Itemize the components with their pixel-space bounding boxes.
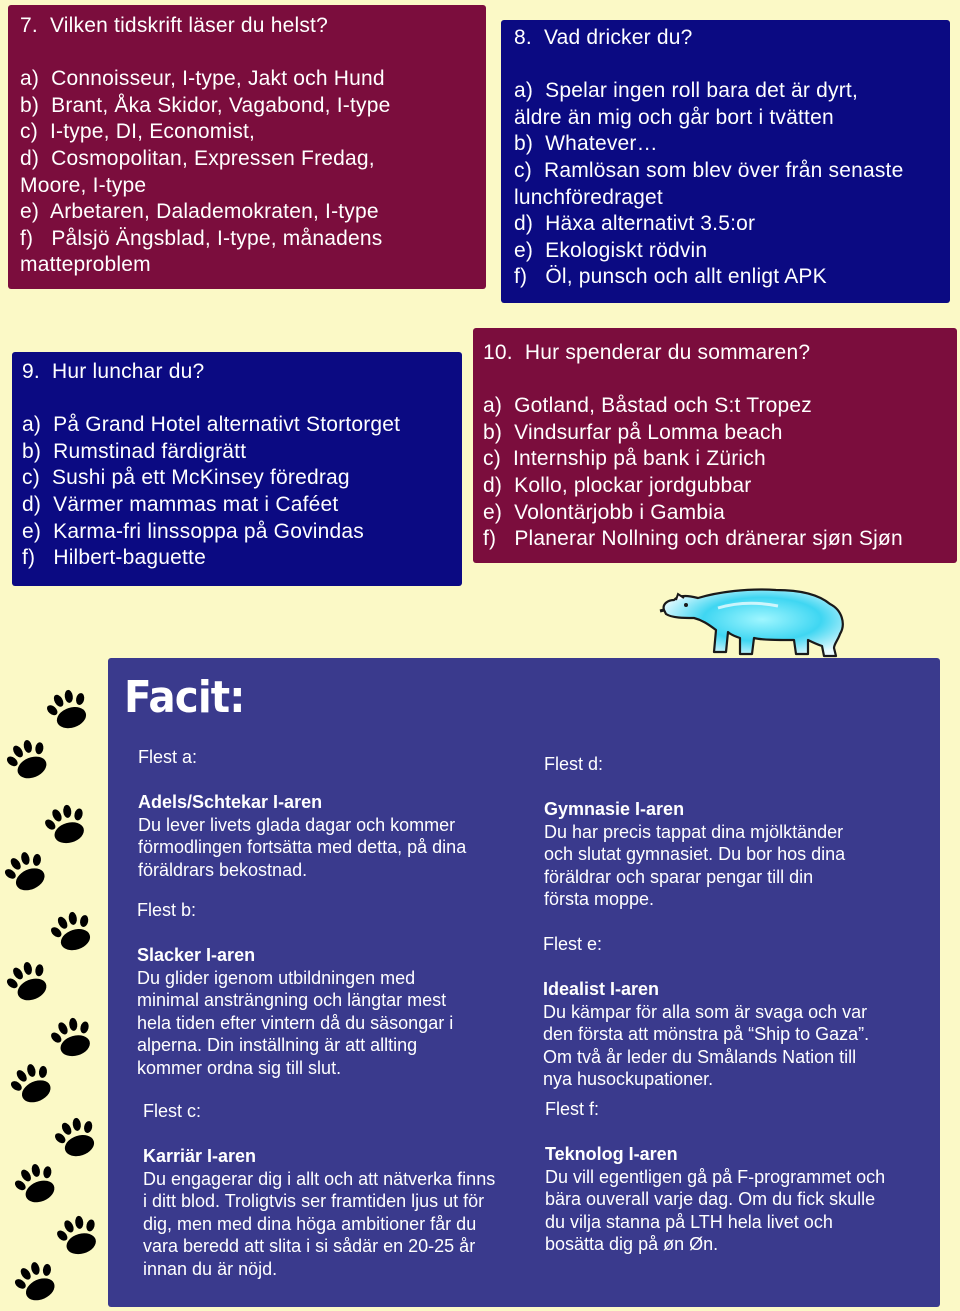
question-10-option: a) Gotland, Båstad och S:t Tropez bbox=[483, 394, 812, 418]
paw-print-icon bbox=[41, 684, 97, 736]
paw-print-icon bbox=[0, 733, 58, 787]
paw-print-icon bbox=[39, 799, 94, 850]
result-label: Flest d: bbox=[544, 754, 604, 774]
question-7-option: c) I-type, DI, Economist, bbox=[20, 120, 256, 144]
question-9-card bbox=[12, 352, 462, 586]
question-7-option: d) Cosmopolitan, Expressen Fredag, bbox=[20, 146, 375, 170]
facit-panel bbox=[108, 658, 940, 1307]
result-description: Du lever livets glada dagar och kommer förmodlingen fortsätta med detta, på dina föräldrars bekostnad. bbox=[138, 814, 467, 880]
result-label: Flest b: bbox=[137, 900, 197, 920]
result-description: Du engagerar dig i allt och att nätverka finns i ditt blod. Troligtvis ser framtiden ljus ut för dig, men med dina höga ambitioner får du vara beredd att slita i si sådär en 20-25 år innan du är nöjd. bbox=[143, 1168, 496, 1279]
question-10-option: b) Vindsurfar på Lomma beach bbox=[483, 420, 783, 444]
question-8-option: lunchföredraget bbox=[514, 185, 663, 209]
result-name: Gymnasie I-aren bbox=[544, 799, 685, 819]
result-a bbox=[138, 746, 528, 881]
paw-print-icon bbox=[4, 1056, 62, 1111]
question-7-option: e) Arbetaren, Dalademokraten, I-type bbox=[20, 200, 379, 224]
question-8-option: e) Ekologiskt rödvin bbox=[514, 238, 708, 262]
question-10-option: e) Volontärjobb i Gambia bbox=[483, 500, 725, 524]
question-9-option: f) Hilbert-baguette bbox=[22, 546, 206, 570]
question-7-title: 7. Vilken tidskrift läser du helst? bbox=[20, 14, 328, 37]
result-label: Flest a: bbox=[138, 747, 198, 767]
question-7-option: a) Connoisseur, I-type, Jakt och Hund bbox=[20, 67, 385, 91]
question-8-card bbox=[501, 20, 950, 303]
question-7-card bbox=[8, 5, 486, 289]
result-b bbox=[137, 899, 527, 1079]
paw-print-icon bbox=[8, 1254, 66, 1309]
paw-print-icon bbox=[49, 1112, 105, 1164]
result-name: Idealist I-aren bbox=[543, 979, 660, 999]
question-8-option: a) Spelar ingen roll bara det är dyrt, bbox=[514, 79, 858, 103]
question-8-title: 8. Vad dricker du? bbox=[514, 26, 693, 49]
question-8-option: c) Ramlösan som blev över från senaste bbox=[514, 158, 904, 182]
facit-title: Facit: bbox=[124, 672, 245, 723]
question-9-option: b) Rumstinad färdigrätt bbox=[22, 439, 247, 463]
question-9-option: c) Sushi på ett McKinsey föredrag bbox=[22, 466, 350, 490]
paw-print-icon bbox=[45, 906, 101, 958]
question-7-option: matteproblem bbox=[20, 253, 151, 277]
result-description: Du glider igenom utbildningen med minimal ansträngning och längtar mest hela tiden efter vintern då du säsongar i alperna. Din inställning är att allting kommer ordna sig till slut. bbox=[137, 967, 454, 1078]
question-9-option: d) Värmer mammas mat i Caféet bbox=[22, 492, 339, 516]
question-10-option: c) Internship på bank i Zürich bbox=[483, 447, 766, 471]
paw-print-icon bbox=[45, 1012, 100, 1063]
question-10-option: d) Kollo, plockar jordgubbar bbox=[483, 473, 752, 497]
question-8-option: äldre än mig och går bort i tvätten bbox=[514, 105, 834, 129]
result-name: Adels/Schtekar I-aren bbox=[138, 792, 323, 812]
result-d bbox=[544, 753, 934, 911]
result-description: Du kämpar för alla som är svaga och var den första att mönstra på “Ship to Gaza”. Om två år leder du Smålands Nation till nya husockupationer. bbox=[543, 1001, 870, 1089]
question-7-option: f) Pålsjö Ängsblad, I-type, månadens bbox=[20, 226, 383, 250]
result-description: Du vill egentligen gå på F-programmet och bära ouverall varje dag. Om du fick skulle du vilja stanna på LTH hela livet och bosätta dig på øn Øn. bbox=[545, 1166, 886, 1254]
question-8-option: d) Häxa alternativt 3.5:or bbox=[514, 212, 756, 236]
question-8-option: f) Öl, punsch och allt enligt APK bbox=[514, 265, 827, 289]
paw-print-icon bbox=[51, 1210, 106, 1261]
question-9-option: e) Karma-fri linssoppa på Govindas bbox=[22, 519, 364, 543]
result-c bbox=[143, 1100, 543, 1280]
result-label: Flest f: bbox=[545, 1099, 600, 1119]
question-9-title: 9. Hur lunchar du? bbox=[22, 360, 205, 383]
paw-print-icon bbox=[0, 844, 56, 899]
result-name: Karriär I-aren bbox=[143, 1146, 257, 1166]
result-name: Slacker I-aren bbox=[137, 945, 256, 965]
paw-print-icon bbox=[0, 955, 58, 1009]
result-label: Flest c: bbox=[143, 1101, 202, 1121]
result-e bbox=[543, 933, 933, 1091]
question-10-card bbox=[473, 328, 957, 563]
question-7-option: b) Brant, Åka Skidor, Vagabond, I-type bbox=[20, 93, 391, 117]
paw-print-icon bbox=[8, 1157, 66, 1211]
question-7-option: Moore, I-type bbox=[20, 173, 147, 197]
question-8-option: b) Whatever… bbox=[514, 132, 658, 156]
result-name: Teknolog I-aren bbox=[545, 1144, 678, 1164]
result-description: Du har precis tappat dina mjölktänder och slutat gymnasiet. Du bor hos dina föräldrar och sparar pengar till din första moppe. bbox=[544, 821, 846, 909]
question-10-option: f) Planerar Nollning och dränerar sjøn Sjøn bbox=[483, 527, 903, 551]
result-f bbox=[545, 1098, 935, 1256]
question-9-option: a) På Grand Hotel alternativt Stortorget bbox=[22, 413, 401, 437]
polar-bear-icon bbox=[658, 578, 848, 660]
result-label: Flest e: bbox=[543, 934, 603, 954]
question-10-title: 10. Hur spenderar du sommaren? bbox=[483, 341, 811, 364]
